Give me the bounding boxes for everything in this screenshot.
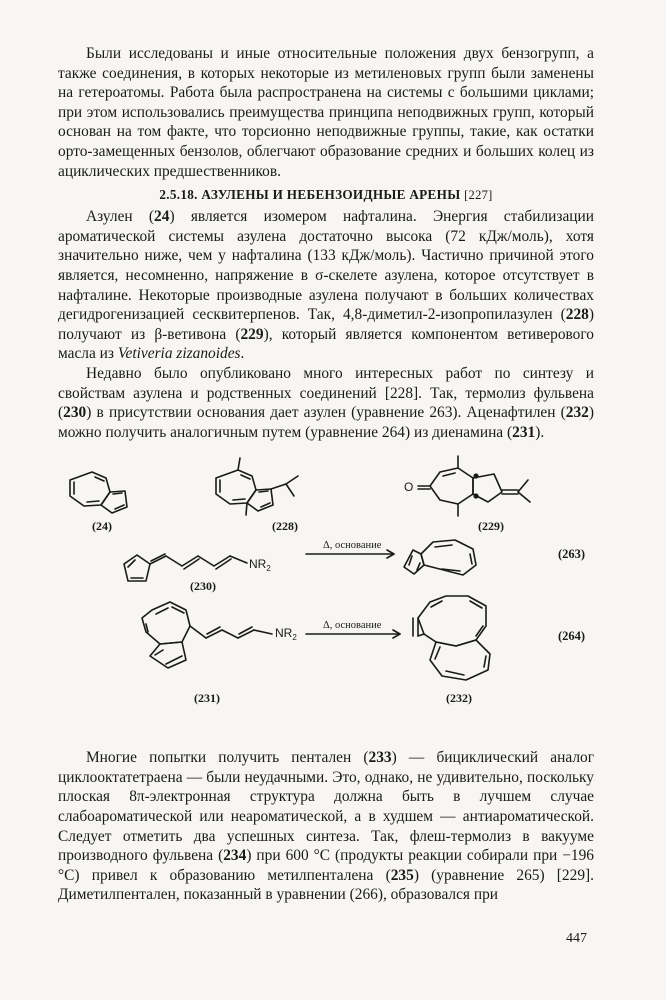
text-run: ) при 600 °C (продукты реакции собирали при −196 °C) привел к образованию метилпенталена (	[58, 847, 594, 884]
paragraph-benzo-groups: Были исследованы и иные относительные положения двух бензогрупп, а также соединения, в которых некоторые из метиленовых групп были заменены на гетероатомы. Работа была распространена на системы с большими циклами; при этом использовались преимущества принципа неподвижных групп, который основан на том факте, что торсионно неподвижные группы, такие, как остатки орто-замещенных бензолов, облегчают образование средних и больших колец из ациклических предшественников.	[58, 45, 594, 180]
text-run: ).	[535, 423, 545, 441]
compound-number: 24	[154, 208, 170, 226]
page-number: 447	[566, 931, 587, 946]
label-231: (231)	[194, 691, 220, 706]
nr-text: NR	[249, 557, 267, 572]
text-run: ) получают из β-ветивона (	[58, 306, 594, 343]
text-run: Недавно было опубликовано много интересных работ по синтезу и свойствам азулена и родственных соединений [228]. Так, термолиз фульвена (	[58, 364, 594, 422]
carbonyl-oxygen: O	[404, 480, 414, 495]
section-ref: [227]	[464, 188, 493, 203]
compound-number: 235	[390, 866, 414, 884]
condition-263: Δ, основание	[323, 540, 382, 552]
nr-subscript: 2	[292, 633, 297, 643]
label-228: (228)	[272, 519, 298, 534]
compound-number: 229	[240, 325, 264, 343]
section-title: АЗУЛЕНЫ И НЕБЕНЗОИДНЫЕ АРЕНЫ	[201, 187, 461, 203]
compound-number: 228	[565, 306, 589, 324]
equation-263: (263)	[558, 547, 586, 562]
azulene-24-structure	[70, 472, 127, 513]
text-run: ) в присутствии основания дает азулен (уравнение 263). Аценафтилен (	[86, 404, 566, 422]
nr-text: NR	[275, 626, 293, 641]
label-230: (230)	[190, 579, 216, 594]
paragraph-synthesis	[58, 364, 594, 442]
compound-231-structure	[142, 602, 297, 668]
compound-number: 234	[223, 847, 247, 865]
label-24: (24)	[92, 519, 112, 534]
acenaphthylene-232-structure	[413, 596, 490, 680]
paragraph-azulene	[58, 207, 594, 364]
nr2-group	[249, 557, 271, 573]
nr-subscript: 2	[266, 564, 271, 574]
azulene-product-263	[404, 540, 476, 575]
compound-number: 233	[368, 749, 392, 767]
text-run: ) можно получить аналогичным путем (уравнение 264) из диенамина (	[58, 404, 594, 441]
paragraph-pentalene	[58, 748, 594, 905]
text-run: ) — бициклический аналог циклооктатетраена — были неудачными. Это, однако, не удивительно, поскольку плоская 8π-электронная структура должна быть в лучшем случае слабоароматической или неароматической, а в худшем — антиароматической. Следует отметить два успешных синтеза. Так, флеш-термолиз в вакууме производного фульвена (	[58, 749, 595, 865]
compound-229-structure	[404, 456, 530, 516]
structures-svg	[0, 450, 666, 742]
text-run: ) (уравнение 265) [229]. Диметилпентален, показанный в уравнении (266), образовался при	[58, 866, 594, 904]
reaction-scheme-figure	[58, 450, 594, 742]
compound-228-structure	[216, 458, 298, 515]
condition-264: Δ, основание	[323, 620, 382, 632]
page-body	[58, 44, 594, 905]
label-232: (232)	[446, 691, 472, 706]
label-229: (229)	[478, 519, 504, 534]
text-run: Азулен (	[86, 208, 155, 226]
nr2-group-231	[275, 626, 297, 642]
compound-number: 232	[565, 404, 589, 422]
compound-number: 230	[63, 404, 87, 422]
section-heading	[58, 187, 594, 203]
fulvene-230-structure	[124, 554, 271, 581]
text-run: ) является изомером нафталина. Энергия стабилизации ароматической системы азулена достаточно высока (72 кДж/моль), хотя значительно ниже, чем у нафталина (133 кДж/моль). Частично причиной этого является, несомненно, напряжение в σ-скелете азулена, которое отсутствует в нафталине. Некоторые производные азулена получают в больших количествах дегидрогенизацией сесквитерпенов. Так, 4,8-диметил-2-изопропилазулен (	[58, 208, 594, 324]
equation-264: (264)	[558, 629, 586, 644]
section-number: 2.5.18.	[159, 187, 198, 203]
text-run: Многие попытки получить пентален (	[86, 749, 369, 767]
text-run: ), который является компонентом ветиверового масла из	[58, 325, 594, 363]
species-name: Vetiveria zizanoides	[117, 345, 241, 363]
compound-number: 231	[512, 423, 536, 441]
text-run: .	[240, 345, 245, 363]
